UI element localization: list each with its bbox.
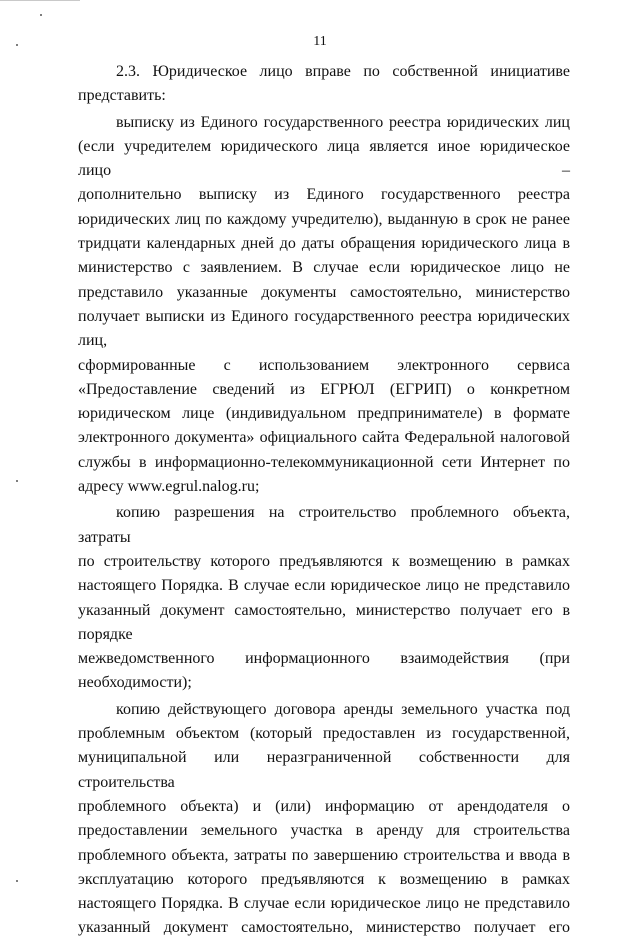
text-line: указанный документ самостоятельно, министерство получает его — [78, 919, 570, 937]
document-body — [78, 60, 570, 941]
scan-speck — [16, 480, 18, 482]
text-line: юридических лиц по каждому учредителю), выданную в срок не ранее — [78, 210, 570, 228]
text-line: по строительству которого предъявляются к возмещению в рамках — [78, 552, 570, 570]
text-line: министерство с заявлением. В случае если юридическое лицо не — [78, 259, 570, 277]
paragraph — [78, 698, 570, 941]
text-line: электронного документа» официального сайта Федеральной налоговой — [78, 429, 570, 447]
text-line: юридическом лице (индивидуальном предпринимателе) в формате — [78, 405, 570, 423]
text-line: межведомственного информационного взаимодействия (при — [78, 650, 570, 668]
scan-edge-line — [0, 0, 80, 1]
text-line: предоставлении земельного участка в аренду для строительства — [78, 822, 570, 840]
text-line: дополнительно выписку из Единого государственного реестра — [78, 186, 570, 204]
text-line: представило указанные документы самостоятельно, министерство — [78, 283, 570, 301]
text-line: сформированные с использованием электронного сервиса — [78, 356, 570, 374]
text-line: (если учредителем юридического лица является иное юридическое лицо – — [78, 137, 570, 180]
text-line: копию разрешения на строительство проблемного объекта, затраты — [78, 504, 570, 546]
paragraph — [78, 501, 570, 695]
text-line: службы в информационно-телекоммуникационной сети Интернет по — [78, 453, 570, 471]
text-line: настоящего Порядка. В случае если юридическое лицо не представило — [78, 895, 570, 913]
text-line: указанный документ самостоятельно, министерство получает его в порядке — [78, 601, 570, 643]
text-line: проблемным объектом (который предоставлен из государственной, — [78, 725, 570, 743]
paragraph — [78, 111, 570, 500]
text-line: представить: — [78, 87, 166, 105]
text-line: получает выписки из Единого государственного реестра юридических лиц, — [78, 307, 570, 350]
text-line: адресу www.egrul.nalog.ru; — [78, 478, 260, 496]
text-line: проблемного объекта) и (или) информацию от арендодателя о — [78, 797, 570, 815]
scan-speck — [16, 880, 18, 882]
scan-speck — [40, 14, 42, 16]
text-line: копию действующего договора аренды земельного участка под — [116, 700, 570, 718]
text-line: тридцати календарных дней до даты обращения юридического лица в — [78, 235, 570, 253]
text-line: 2.3. Юридическое лицо вправе по собственной инициативе — [116, 63, 570, 80]
text-line: необходимости); — [78, 674, 192, 692]
text-line: эксплуатацию которого предъявляются к возмещению в рамках — [78, 870, 570, 888]
page-number: 11 — [313, 34, 327, 49]
paragraph — [78, 60, 570, 109]
text-line: настоящего Порядка. В случае если юридическое лицо не представило — [78, 577, 570, 595]
text-line: выписку из Единого государственного реестра юридических лиц — [116, 113, 570, 131]
text-line: проблемного объекта, затраты по завершению строительства и ввода в — [78, 846, 570, 864]
text-line: муниципальной или неразграниченной собственности для строительства — [78, 749, 570, 791]
text-line: «Предоставление сведений из ЕГРЮЛ (ЕГРИП) о конкретном — [78, 380, 570, 398]
